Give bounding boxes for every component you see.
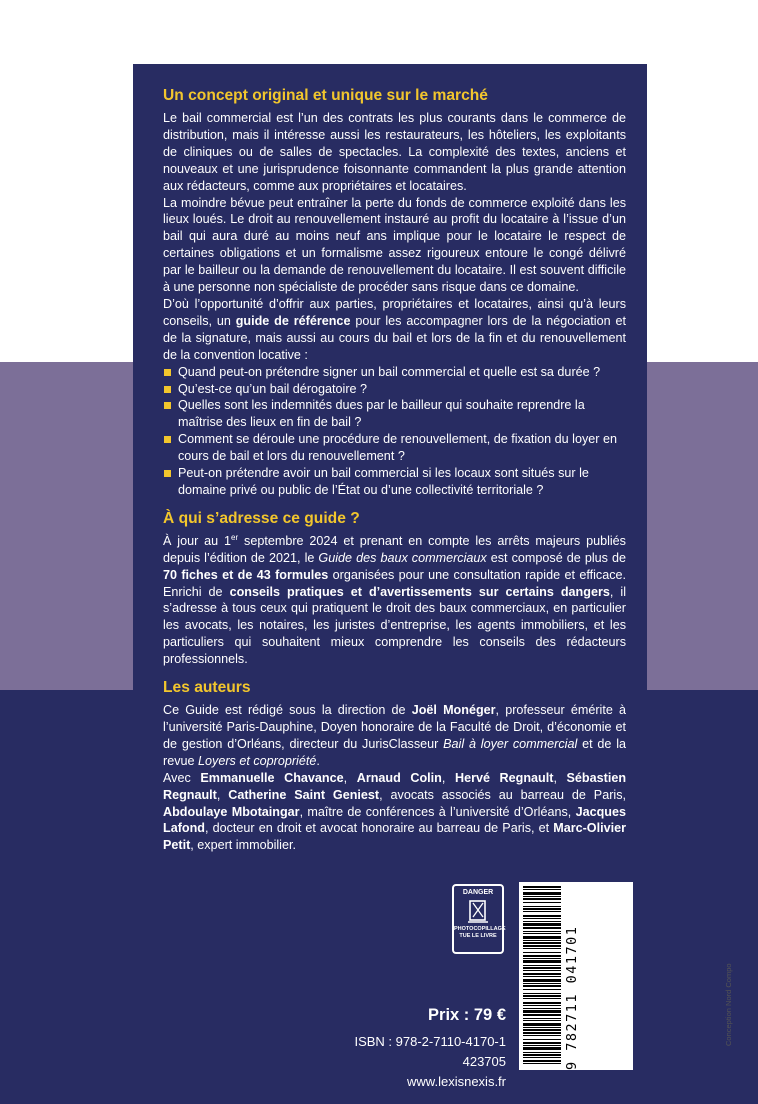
- bullet-square-icon: [164, 402, 171, 409]
- barcode-bar: [523, 1035, 561, 1036]
- author-name: Catherine Saint Geniest: [228, 787, 380, 802]
- barcode-bar: [523, 1045, 561, 1046]
- question-text: Peut-on prétendre avoir un bail commercial si les locaux sont situés sur le domaine privé ou public de l’État ou d’une collectivité territoriale ?: [178, 466, 589, 497]
- barcode-bar: [523, 1023, 561, 1026]
- barcode-bar: [523, 993, 561, 994]
- author-name: Marc-Olivier Petit: [163, 821, 626, 853]
- barcode-bar: [523, 979, 561, 982]
- barcode-bar: [523, 965, 561, 966]
- question-text: Comment se déroule une procédure de renouvellement, de fixation du loyer en cours de bail et lors du renouvellement ?: [178, 432, 617, 464]
- barcode-bar: [523, 945, 561, 947]
- section-title-concept: Un concept original et unique sur le marché: [163, 87, 488, 104]
- barcode-bar: [523, 1027, 561, 1028]
- barcode-bar: [523, 1063, 561, 1064]
- text-run: ,: [441, 770, 455, 785]
- back-cover-text: [163, 86, 626, 854]
- barcode-bar: [523, 886, 561, 888]
- barcode-bar: [523, 976, 561, 977]
- section-title-audience: À qui s’adresse ce guide ?: [163, 509, 360, 527]
- bullet-square-icon: [164, 369, 171, 376]
- author-name: Sébastien Regnault: [163, 770, 627, 802]
- concept-paragraph-3: [163, 296, 626, 364]
- barcode: [519, 882, 633, 1070]
- barcode-bar: [523, 1008, 561, 1009]
- barcode-bar: [523, 1029, 561, 1031]
- bullet-square-icon: [164, 470, 171, 477]
- website-link[interactable]: www.lexisnexis.fr: [407, 1074, 506, 1089]
- barcode-bar: [523, 889, 561, 890]
- text-run: est composé de plus de: [486, 550, 626, 565]
- question-text: Quelles sont les indemnités dues par le bailleur qui souhaite reprendre la maîtrise des lieux en fin de bail ?: [178, 398, 585, 430]
- authors-section: [163, 678, 626, 854]
- barcode-bar: [523, 1047, 561, 1050]
- barcode-bar: [523, 1032, 561, 1034]
- text-run: et de la revue: [163, 736, 627, 768]
- authors-paragraph-2: [163, 770, 626, 855]
- list-item: [163, 431, 626, 465]
- barcode-bar: [523, 1005, 561, 1006]
- bold-run: 70 fiches et de 43 formules: [163, 567, 329, 582]
- list-item: [163, 465, 626, 499]
- barcode-digits-box: [563, 886, 581, 1070]
- barcode-bar: [523, 1039, 561, 1040]
- text-run: Ce Guide est rédigé sous la direction de: [163, 703, 412, 718]
- author-name: Emmanuelle Chavance: [200, 770, 344, 785]
- barcode-bar: [523, 898, 561, 900]
- concept-paragraph-2: La moindre bévue peut entraîner la perte du fonds de commerce exploité dans les lieux loués. Le droit au renouvellement instauré au profit du locataire à l’issue d’un bail qui aura duré au moins neuf ans implique pour le locataire le respect de certaines obligations et un formalisme assez rigoureux entoure le congé délivré par le bailleur ou la demande de renouvellement du locataire. Il est souvent difficile à une personne non spécialiste de procéder sans risque dans ce domaine.: [163, 195, 626, 295]
- barcode-bar: [523, 952, 561, 953]
- barcode-bar: [523, 892, 561, 895]
- text-run: D’où l’opportunité d’offrir aux parties, propriétaires et locataires, ainsi qu’à leurs conseils, un: [163, 296, 626, 328]
- text-run: Avec: [163, 770, 201, 785]
- text-run: , docteur en droit et avocat honoraire au barreau de Paris, et: [204, 821, 554, 836]
- danger-label: DANGER: [462, 889, 494, 896]
- bullet-square-icon: [164, 386, 171, 393]
- barcode-bar: [523, 1060, 561, 1062]
- barcode-bar: [523, 918, 561, 919]
- barcode-bar: [523, 1018, 561, 1019]
- italic-run: Loyers et copropriété: [198, 753, 317, 768]
- section-title-authors: Les auteurs: [163, 679, 251, 697]
- author-name: Arnaud Colin: [356, 770, 442, 785]
- barcode-bar: [523, 1054, 561, 1056]
- barcode-bar: [523, 921, 561, 922]
- barcode-bar: [523, 896, 561, 897]
- price: Prix : 79 €: [428, 1006, 506, 1024]
- superscript: er: [231, 532, 239, 542]
- barcode-bar: [523, 942, 561, 944]
- text-run: À jour au 1: [163, 533, 232, 548]
- barcode-bar: [523, 955, 561, 957]
- text-run: , avocats associés au barreau de Paris,: [379, 787, 626, 802]
- barcode-bar: [523, 967, 561, 969]
- barcode-bar: [523, 1020, 561, 1021]
- barcode-bar: [523, 1057, 561, 1058]
- italic-run: Guide des baux commerciaux: [318, 550, 487, 565]
- barcode-bar: [523, 933, 561, 934]
- audience-paragraph: [163, 533, 626, 668]
- text-run: organisées pour une consultation rapide et efficace. Enrichi de: [163, 567, 626, 599]
- danger-photocopillage-logo: [452, 884, 504, 954]
- barcode-bar: [523, 985, 561, 987]
- isbn: ISBN : 978-2-7110-4170-1: [354, 1034, 506, 1049]
- list-item: [163, 381, 626, 398]
- barcode-bar: [523, 902, 561, 903]
- barcode-bar: [523, 1042, 561, 1044]
- text-run: ,: [216, 787, 229, 802]
- text-run: septembre 2024 et prenant en compte les arrêts majeurs publiés depuis l’édition de 2021, le: [163, 533, 626, 565]
- barcode-bar: [523, 1002, 561, 1004]
- barcode-bar: [523, 958, 561, 959]
- author-name: Jacques Lafond: [163, 804, 626, 836]
- text-run: .: [316, 753, 320, 768]
- barcode-digits: 9 782711 041701: [564, 925, 580, 1070]
- list-item: [163, 397, 626, 431]
- barcode-bar: [523, 931, 561, 932]
- barcode-bar: [523, 960, 561, 963]
- text-run: ,: [553, 770, 567, 785]
- italic-run: Bail à loyer commercial: [443, 736, 578, 751]
- barcode-bar: [523, 983, 561, 984]
- question-text: Qu’est-ce qu’un bail dérogatoire ?: [178, 381, 368, 396]
- author-name: Hervé Regnault: [454, 770, 554, 785]
- barcode-bar: [523, 973, 561, 975]
- barcode-bar: [523, 940, 561, 941]
- text-run: , expert immobilier.: [190, 838, 296, 853]
- text-run: , il s’adresse à tous ceux qui pratiquent le droit des baux commerciaux, en particulier les avocats, les notaires, les juristes d’entreprise, les agents immobiliers, et les particuliers qui souhaitent mieux comprendre les conseils des rédacteurs professionnels.: [163, 584, 626, 667]
- question-text: Quand peut-on prétendre signer un bail commercial et quelle est sa durée ?: [178, 364, 601, 379]
- barcode-bar: [523, 998, 561, 999]
- bold-run: conseils pratiques et d’avertissements sur certains dangers: [229, 584, 610, 599]
- text-run: , maître de conférences à l’université d’Orléans,: [299, 804, 576, 819]
- barcode-bar: [523, 908, 561, 910]
- design-credit: Conception Nord Compo: [724, 963, 733, 1046]
- concept-paragraph-1: Le bail commercial est l’un des contrats les plus courants dans le commerce de distribution, mais il intéresse aussi les restaurateurs, les hôteliers, les exploitants de cliniques ou de salles de spectacles. La complexité des textes, anciens et nouveaux et une jurisprudence foisonnante commandent la plus grande attention aux rédacteurs, comme aux propriétaires et locataires.: [163, 111, 626, 193]
- bold-run: guide de référence: [235, 313, 351, 328]
- author-name: Joël Monéger: [411, 703, 496, 718]
- author-name: Abdoulaye Mbotaingar: [163, 804, 300, 819]
- danger-line-2: TUE LE LIVRE: [459, 932, 497, 939]
- barcode-bar: [523, 906, 561, 907]
- barcode-bar: [523, 1010, 561, 1013]
- text-run: ,: [343, 770, 357, 785]
- barcode-bar: [523, 915, 561, 917]
- product-code: 423705: [462, 1054, 506, 1069]
- crushed-book-icon: [465, 897, 491, 925]
- authors-paragraph-1: [163, 702, 626, 770]
- barcode-bar: [523, 995, 561, 997]
- barcode-bar: [523, 923, 561, 926]
- barcode-bar: [523, 948, 561, 949]
- barcode-bar: [523, 927, 561, 929]
- barcode-bar: [523, 970, 561, 971]
- barcode-bar: [523, 1052, 561, 1053]
- list-item: [163, 364, 626, 381]
- barcode-bar: [523, 989, 561, 990]
- audience-section: [163, 509, 626, 668]
- bullet-square-icon: [164, 436, 171, 443]
- danger-line-1: PHOTOCOPILLAGE: [454, 926, 506, 932]
- barcode-bar: [523, 1014, 561, 1016]
- text-run: , professeur émérite à l’université Paris-Dauphine, Doyen honoraire de la Faculté de Droit, d’économie et de gestion d’Orléans, directeur du JurisClasseur: [163, 703, 626, 751]
- question-list: [163, 364, 626, 499]
- text-run: pour les accompagner lors de la négociation et de la signature, mais aussi au cours du bail et lors de la fin et du renouvellement de la convention locative :: [163, 313, 626, 362]
- barcode-bar: [523, 911, 561, 912]
- barcode-bar: [523, 936, 561, 939]
